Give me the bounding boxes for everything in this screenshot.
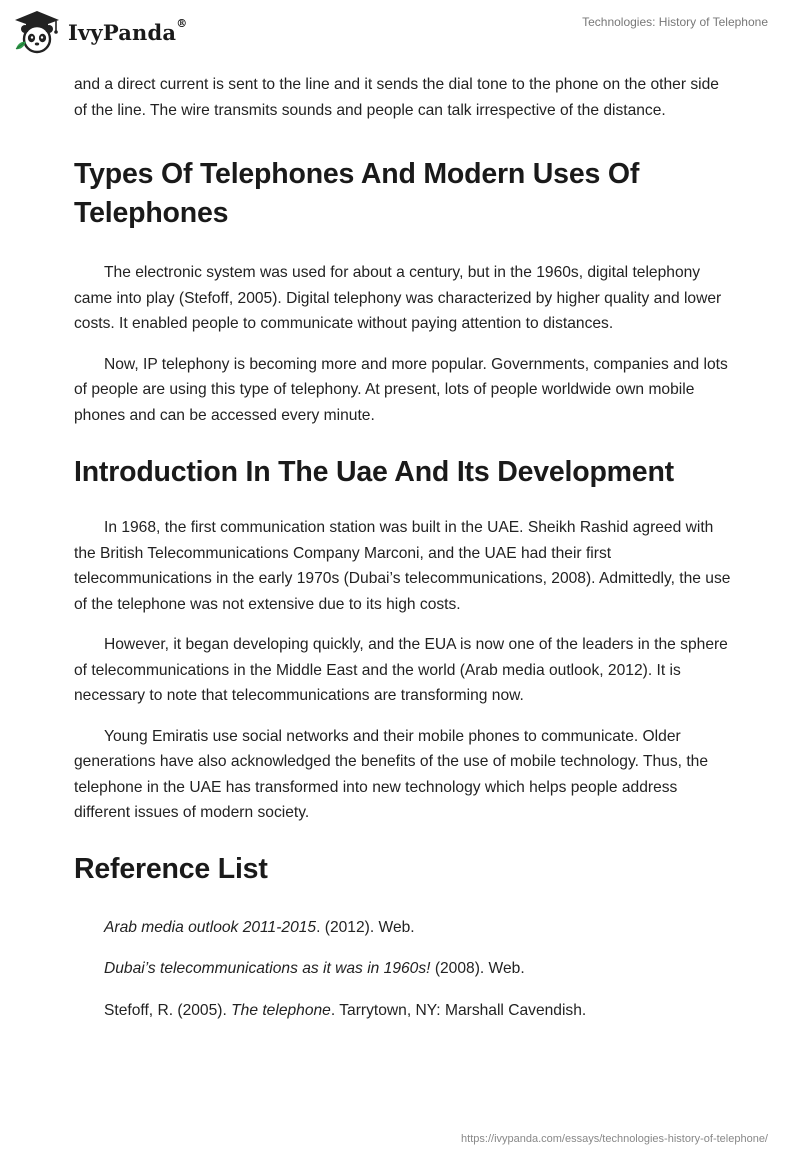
document-title: Technologies: History of Telephone [582,15,768,29]
reference-title: Dubai’s telecommunications as it was in 1960s! [104,960,431,977]
paragraph-intro-continuation: and a direct current is sent to the line and it sends the dial tone to the phone on the other side of the line. The wire transmits sounds and people can talk irrespective of the distance. [74,76,719,119]
source-url-link[interactable]: https://ivypanda.com/essays/technologies-history-of-telephone/ [461,1133,768,1145]
ivypanda-logo[interactable] [12,9,187,55]
reference-item [74,998,734,1024]
reference-item [74,915,734,941]
paragraph-ip-telephony: Now, IP telephony is becoming more and more popular. Governments, companies and lots of people are using this type of telephony. At present, lots of people worldwide own mobile phones and can be accessed every minute. [74,355,728,424]
paragraph-uae-young-emiratis: Young Emiratis use social networks and their mobile phones to communicate. Older generations have also acknowledged the benefits of the use of mobile technology. Thus, the telephone in the UAE has transformed into new technology which helps people address different issues of modern society. [74,727,708,821]
reference-details: (2008). Web. [430,960,525,977]
article-body [74,72,734,1023]
reference-item [74,956,734,982]
paragraph-digital-telephony: The electronic system was used for about a century, but in the 1960s, digital telephony came into play (Stefoff, 2005). Digital telephony was characterized by higher quality and lower costs. It enabled people to communicate without paying attention to distances. [74,264,722,332]
heading-introduction-uae: Introduction In The Uae And Its Development [74,456,674,488]
paragraph-uae-development: However, it began developing quickly, and the EUA is now one of the leaders in the sphere of telecommunications in the Middle East and the world (Arab media outlook, 2012). It is necessary to note that telecommunications are transforming now. [74,636,728,704]
panda-graduate-icon [12,9,62,55]
heading-types-of-telephones: Types Of Telephones And Modern Uses Of Telephones [74,158,640,229]
brand-name: IvyPanda® [68,16,188,45]
paragraph-uae-first-station: In 1968, the first communication station was built in the UAE. Sheikh Rashid agreed with the British Telecommunications Company Marconi, and the UAE had their first telecommunications in the early 1970s (Dubai’s telecommunications, 2008). Admittedly, the use of the telephone was not extensive due to its high costs. [74,519,731,613]
reference-details: . (2012). Web. [316,918,415,936]
reference-title: Arab media outlook 2011-2015 [104,918,317,936]
heading-reference-list: Reference List [74,852,268,885]
page-header [0,0,800,70]
reference-details: . Tarrytown, NY: Marshall Cavendish. [330,1001,587,1019]
reference-author: Stefoff, R. (2005). [104,1001,232,1019]
reference-title: The telephone [231,1001,331,1019]
